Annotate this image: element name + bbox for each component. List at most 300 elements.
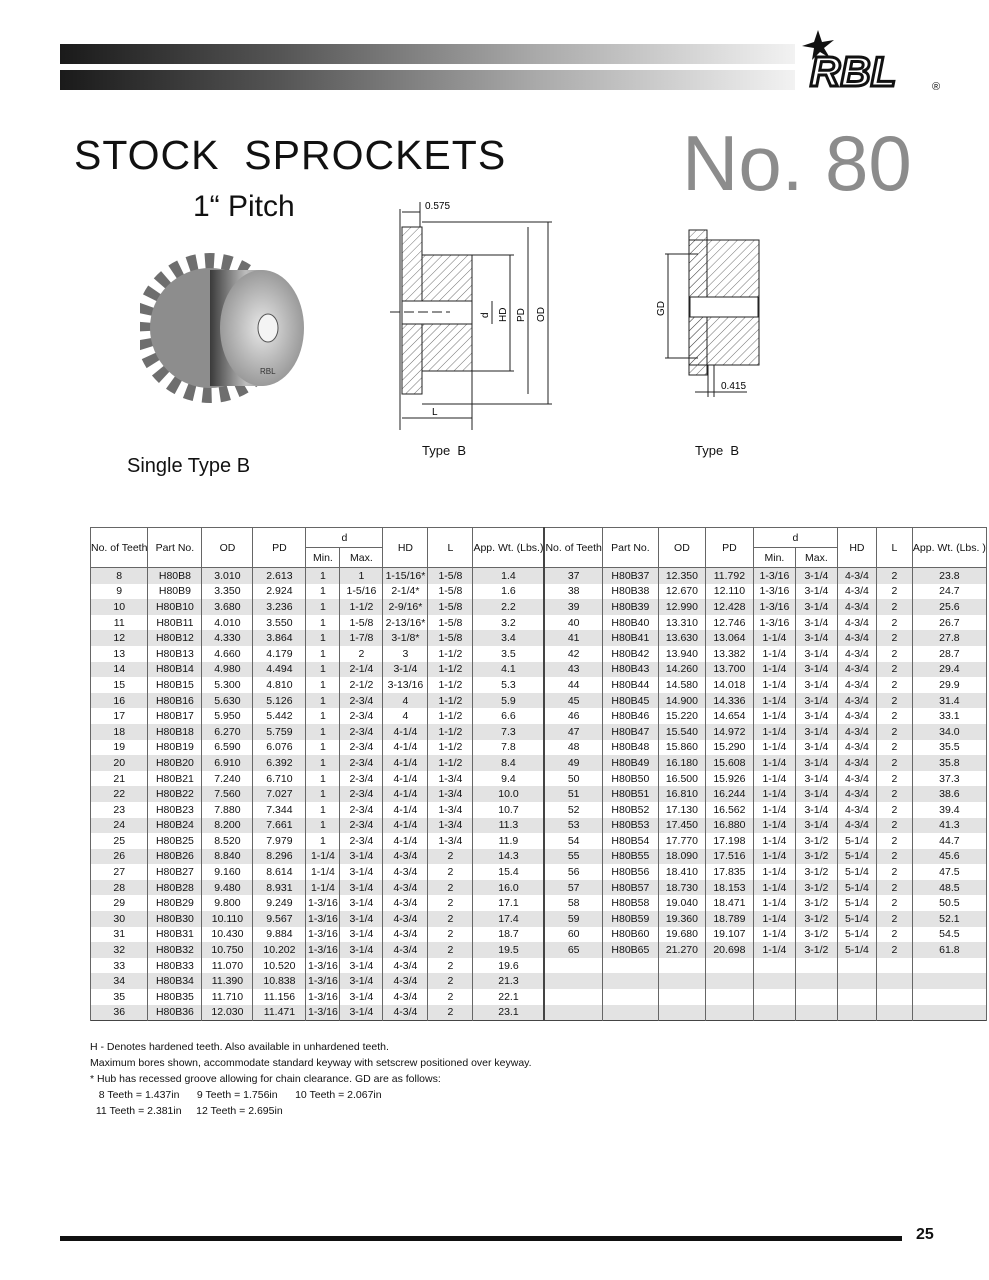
cell-weight (912, 973, 986, 989)
cell-l: 1-3/4 (428, 833, 473, 849)
cell-teeth: 59 (544, 911, 602, 927)
cell-l: 2 (428, 864, 473, 880)
cell-teeth: 41 (544, 630, 602, 646)
cell-hd: 4-3/4 (837, 677, 876, 693)
cell-hd: 4-3/4 (837, 615, 876, 631)
dim-0575: 0.575 (425, 201, 451, 212)
note-gd-values-1: 8 Teeth = 1.437in 9 Teeth = 1.756in 10 Teeth = 2.067in (90, 1089, 382, 1101)
cell-d-min: 1-1/4 (306, 864, 340, 880)
cell-part-no: H80B22 (148, 786, 202, 802)
hub-mark: RBL (260, 367, 276, 376)
cell-od: 8.840 (202, 849, 253, 865)
cell-hd: 4-3/4 (837, 599, 876, 615)
cell-d-max: 1-7/8 (340, 630, 383, 646)
cell-weight: 2.2 (473, 599, 545, 615)
cell-l: 2 (876, 662, 912, 678)
table-row (91, 693, 987, 709)
cell-l: 2 (876, 849, 912, 865)
cell-teeth: 14 (91, 662, 148, 678)
cell-d-max: 2-1/2 (340, 677, 383, 693)
cell-d-max: 1-5/16 (340, 584, 383, 600)
table-row (91, 880, 987, 896)
cell-hd: 4-3/4 (383, 927, 428, 943)
cell-weight: 11.9 (473, 833, 545, 849)
cell-d-max: 3-1/4 (795, 662, 837, 678)
page-title: STOCK SPROCKETS (74, 132, 507, 178)
cell-d-min: 1-3/16 (306, 1005, 340, 1021)
cell-hd: 5-1/4 (837, 942, 876, 958)
cell-weight: 7.8 (473, 740, 545, 756)
footnotes (90, 1039, 532, 1119)
cell-hd: 4-1/4 (383, 771, 428, 787)
cell-l: 1-1/2 (428, 755, 473, 771)
cell-pd: 9.249 (253, 895, 306, 911)
cell-d-min: 1 (306, 584, 340, 600)
cell-d-max (795, 989, 837, 1005)
cell-hd (837, 958, 876, 974)
cell-l: 2 (876, 786, 912, 802)
cell-hd (837, 989, 876, 1005)
cell-weight: 52.1 (912, 911, 986, 927)
cell-teeth: 46 (544, 708, 602, 724)
cell-d-max: 2-3/4 (340, 833, 383, 849)
cell-weight: 6.6 (473, 708, 545, 724)
cell-teeth: 12 (91, 630, 148, 646)
cell-weight: 15.4 (473, 864, 545, 880)
table-row (91, 973, 987, 989)
cell-teeth: 54 (544, 833, 602, 849)
cell-d-max: 3-1/4 (795, 818, 837, 834)
cell-part-no: H80B25 (148, 833, 202, 849)
cell-part-no: H80B47 (602, 724, 658, 740)
cell-teeth: 43 (544, 662, 602, 678)
cell-d-min (753, 1005, 795, 1021)
cell-part-no: H80B31 (148, 927, 202, 943)
cell-d-min: 1-1/4 (753, 880, 795, 896)
cell-teeth: 35 (91, 989, 148, 1005)
cell-d-max: 1-1/2 (340, 599, 383, 615)
cell-part-no (602, 958, 658, 974)
cell-pd: 4.494 (253, 662, 306, 678)
cell-l: 2 (876, 630, 912, 646)
cell-hd: 1-15/16* (383, 568, 428, 584)
cell-od: 10.750 (202, 942, 253, 958)
cell-weight: 27.8 (912, 630, 986, 646)
cell-part-no: H80B56 (602, 864, 658, 880)
cell-weight: 37.3 (912, 771, 986, 787)
cell-hd: 4-3/4 (837, 630, 876, 646)
technical-drawings (380, 190, 780, 460)
cell-od: 7.560 (202, 786, 253, 802)
cell-l: 2 (876, 802, 912, 818)
note-bores: Maximum bores shown, accommodate standard keyway with setscrew positioned over keyway. (90, 1057, 532, 1069)
cell-od: 12.990 (658, 599, 705, 615)
cell-weight: 26.7 (912, 615, 986, 631)
cell-l: 2 (428, 973, 473, 989)
cell-l: 2 (428, 942, 473, 958)
cell-part-no: H80B26 (148, 849, 202, 865)
cell-d-max: 3-1/4 (795, 568, 837, 584)
cell-l: 1-5/8 (428, 615, 473, 631)
cell-teeth: 49 (544, 755, 602, 771)
cell-d-max: 3-1/4 (795, 724, 837, 740)
footer-rule (60, 1236, 902, 1241)
cell-weight: 19.6 (473, 958, 545, 974)
cell-l: 1-5/8 (428, 599, 473, 615)
cell-od: 9.480 (202, 880, 253, 896)
cell-l: 1-3/4 (428, 786, 473, 802)
cell-od: 11.710 (202, 989, 253, 1005)
cell-hd: 4-3/4 (383, 958, 428, 974)
cell-pd: 3.864 (253, 630, 306, 646)
cell-weight: 19.5 (473, 942, 545, 958)
cell-hd: 4-3/4 (837, 740, 876, 756)
cell-od (658, 1005, 705, 1021)
cell-l: 1-1/2 (428, 740, 473, 756)
cell-pd (705, 1005, 753, 1021)
cell-part-no: H80B49 (602, 755, 658, 771)
cell-d-min: 1 (306, 755, 340, 771)
table-row (91, 662, 987, 678)
cell-part-no: H80B13 (148, 646, 202, 662)
header-od: OD (202, 528, 253, 568)
cell-hd: 3 (383, 646, 428, 662)
cell-l: 1-3/4 (428, 802, 473, 818)
table-row (91, 615, 987, 631)
header-weight: App. Wt. (Lbs. ) (912, 528, 986, 568)
cell-pd: 14.336 (705, 693, 753, 709)
cell-d-max: 2-1/4 (340, 662, 383, 678)
cell-hd: 5-1/4 (837, 880, 876, 896)
cell-od: 3.680 (202, 599, 253, 615)
cell-pd: 6.710 (253, 771, 306, 787)
cell-od: 8.520 (202, 833, 253, 849)
cell-pd: 7.979 (253, 833, 306, 849)
cell-od (658, 973, 705, 989)
cell-pd: 11.156 (253, 989, 306, 1005)
cell-d-max: 3-1/4 (795, 693, 837, 709)
cell-hd: 2-13/16* (383, 615, 428, 631)
cell-od: 8.200 (202, 818, 253, 834)
table-row (91, 771, 987, 787)
cell-part-no: H80B57 (602, 880, 658, 896)
cell-hd: 4-1/4 (383, 724, 428, 740)
cell-d-min: 1 (306, 833, 340, 849)
table-row (91, 864, 987, 880)
cell-hd: 4 (383, 708, 428, 724)
cell-d-min: 1 (306, 708, 340, 724)
cell-od: 19.680 (658, 927, 705, 943)
cell-part-no: H80B37 (602, 568, 658, 584)
cell-weight (912, 1005, 986, 1021)
cell-d-max (795, 958, 837, 974)
dim-hd: HD (498, 307, 509, 322)
cell-pd: 16.562 (705, 802, 753, 818)
table-row (91, 740, 987, 756)
cell-pd (705, 958, 753, 974)
cell-weight (912, 958, 986, 974)
cell-pd: 3.236 (253, 599, 306, 615)
cell-d-min: 1 (306, 599, 340, 615)
cell-weight: 3.5 (473, 646, 545, 662)
cell-d-min: 1 (306, 677, 340, 693)
cell-l: 2 (876, 584, 912, 600)
cell-l: 1-5/8 (428, 584, 473, 600)
cell-d-max: 3-1/4 (340, 1005, 383, 1021)
cell-part-no: H80B32 (148, 942, 202, 958)
cell-od: 7.880 (202, 802, 253, 818)
cell-d-min: 1-1/4 (753, 911, 795, 927)
cell-l: 1-5/8 (428, 630, 473, 646)
table-row (91, 1005, 987, 1021)
cell-pd: 17.198 (705, 833, 753, 849)
cell-d-min: 1-1/4 (753, 895, 795, 911)
cell-teeth: 27 (91, 864, 148, 880)
header-hd: HD (837, 528, 876, 568)
cell-weight: 41.3 (912, 818, 986, 834)
cell-pd: 14.972 (705, 724, 753, 740)
note-hardened: H - Denotes hardened teeth. Also available in unhardened teeth. (90, 1041, 389, 1053)
cell-od: 10.430 (202, 927, 253, 943)
cell-pd: 17.835 (705, 864, 753, 880)
cell-pd: 16.244 (705, 786, 753, 802)
cell-l: 1-5/8 (428, 568, 473, 584)
cell-teeth: 11 (91, 615, 148, 631)
cell-part-no (602, 973, 658, 989)
dim-od: OD (536, 307, 547, 322)
cell-d-min: 1-1/4 (753, 942, 795, 958)
table-row (91, 677, 987, 693)
cell-d-max: 3-1/4 (795, 599, 837, 615)
cell-teeth: 17 (91, 708, 148, 724)
cell-d-max: 3-1/4 (795, 755, 837, 771)
cell-l (876, 1005, 912, 1021)
cell-d-max: 1-5/8 (340, 615, 383, 631)
cell-teeth: 58 (544, 895, 602, 911)
cell-hd: 4-3/4 (837, 786, 876, 802)
cell-weight: 54.5 (912, 927, 986, 943)
cell-l (876, 989, 912, 1005)
header-od: OD (658, 528, 705, 568)
cell-od: 5.300 (202, 677, 253, 693)
cell-pd: 12.110 (705, 584, 753, 600)
cell-weight: 29.4 (912, 662, 986, 678)
cell-part-no: H80B21 (148, 771, 202, 787)
cell-hd: 3-1/4 (383, 662, 428, 678)
header-pd: PD (705, 528, 753, 568)
cell-part-no: H80B42 (602, 646, 658, 662)
cell-hd: 4-3/4 (837, 818, 876, 834)
header-teeth: No. of Teeth (544, 528, 602, 568)
cell-teeth: 39 (544, 599, 602, 615)
cell-pd: 7.661 (253, 818, 306, 834)
cell-weight: 45.6 (912, 849, 986, 865)
table-row (91, 802, 987, 818)
cell-hd: 4-1/4 (383, 755, 428, 771)
cell-l: 1-1/2 (428, 693, 473, 709)
cell-weight: 5.9 (473, 693, 545, 709)
cell-weight: 3.4 (473, 630, 545, 646)
cell-d-min (753, 989, 795, 1005)
cell-d-max: 3-1/2 (795, 864, 837, 880)
header-part: Part No. (148, 528, 202, 568)
cell-hd: 4-3/4 (837, 708, 876, 724)
table-row (91, 599, 987, 615)
cell-l: 1-1/2 (428, 662, 473, 678)
cell-pd: 12.746 (705, 615, 753, 631)
cell-l: 2 (428, 849, 473, 865)
cell-od: 18.090 (658, 849, 705, 865)
cell-d-min: 1 (306, 646, 340, 662)
cell-pd: 8.931 (253, 880, 306, 896)
cell-hd: 4-3/4 (383, 895, 428, 911)
cell-pd: 11.792 (705, 568, 753, 584)
cell-d-max: 3-1/4 (795, 708, 837, 724)
cell-d-min: 1-1/4 (753, 771, 795, 787)
cell-d-max: 2-3/4 (340, 771, 383, 787)
cell-weight: 4.1 (473, 662, 545, 678)
cell-teeth (544, 989, 602, 1005)
cell-part-no: H80B43 (602, 662, 658, 678)
cell-d-max: 3-1/4 (340, 973, 383, 989)
cell-teeth: 52 (544, 802, 602, 818)
header-d-min: Min. (306, 548, 340, 568)
cell-od: 9.800 (202, 895, 253, 911)
cell-l: 1-3/4 (428, 818, 473, 834)
cell-hd: 4-3/4 (837, 568, 876, 584)
cell-d-min: 1 (306, 630, 340, 646)
cell-od: 6.590 (202, 740, 253, 756)
cell-od: 15.540 (658, 724, 705, 740)
cell-d-max: 3-1/4 (795, 646, 837, 662)
cell-od: 9.160 (202, 864, 253, 880)
cell-part-no: H80B46 (602, 708, 658, 724)
cell-part-no: H80B41 (602, 630, 658, 646)
cell-d-max: 3-1/4 (795, 677, 837, 693)
cell-d-min: 1-1/4 (753, 693, 795, 709)
cell-d-max: 3-1/2 (795, 895, 837, 911)
cell-d-min (753, 973, 795, 989)
cell-d-max: 3-1/4 (340, 849, 383, 865)
cell-od: 4.330 (202, 630, 253, 646)
cell-hd: 4-1/4 (383, 786, 428, 802)
cell-weight: 1.4 (473, 568, 545, 584)
cell-l: 2 (876, 927, 912, 943)
cell-part-no: H80B44 (602, 677, 658, 693)
cell-od: 6.270 (202, 724, 253, 740)
cell-d-max: 3-1/4 (340, 958, 383, 974)
cell-weight: 47.5 (912, 864, 986, 880)
cell-pd: 13.064 (705, 630, 753, 646)
cell-pd: 19.107 (705, 927, 753, 943)
cell-d-min: 1-1/4 (753, 864, 795, 880)
cell-teeth: 48 (544, 740, 602, 756)
cell-teeth: 55 (544, 849, 602, 865)
cell-d-min: 1-1/4 (753, 724, 795, 740)
subtitle: Single Type B (127, 455, 251, 477)
cell-weight: 29.9 (912, 677, 986, 693)
cell-d-max: 3-1/4 (340, 927, 383, 943)
cell-teeth: 65 (544, 942, 602, 958)
cell-pd: 15.290 (705, 740, 753, 756)
header-part: Part No. (602, 528, 658, 568)
cell-hd: 4-3/4 (383, 880, 428, 896)
header-l: L (876, 528, 912, 568)
cell-d-min: 1-3/16 (306, 911, 340, 927)
cell-hd: 4-3/4 (837, 802, 876, 818)
cell-part-no: H80B27 (148, 864, 202, 880)
header-d: d (306, 528, 383, 548)
cell-pd: 10.520 (253, 958, 306, 974)
cell-part-no: H80B30 (148, 911, 202, 927)
cell-teeth (544, 958, 602, 974)
cell-pd: 7.344 (253, 802, 306, 818)
cell-weight: 14.3 (473, 849, 545, 865)
cell-od: 14.900 (658, 693, 705, 709)
cell-teeth: 38 (544, 584, 602, 600)
cell-d-max: 3-1/4 (340, 895, 383, 911)
cell-od (658, 989, 705, 1005)
cell-pd: 16.880 (705, 818, 753, 834)
cell-pd: 8.614 (253, 864, 306, 880)
cell-teeth: 40 (544, 615, 602, 631)
cell-l (876, 958, 912, 974)
registered-mark: ® (932, 81, 941, 93)
cell-od: 17.130 (658, 802, 705, 818)
cell-hd: 4 (383, 693, 428, 709)
cell-l: 2 (876, 724, 912, 740)
cell-l: 1-1/2 (428, 708, 473, 724)
cell-hd: 4-3/4 (837, 646, 876, 662)
cell-weight: 17.4 (473, 911, 545, 927)
cell-d-min: 1 (306, 740, 340, 756)
cell-weight: 9.4 (473, 771, 545, 787)
cell-pd: 20.698 (705, 942, 753, 958)
cell-part-no: H80B28 (148, 880, 202, 896)
cell-pd: 18.789 (705, 911, 753, 927)
cell-weight: 28.7 (912, 646, 986, 662)
cell-teeth: 42 (544, 646, 602, 662)
cell-l: 1-3/4 (428, 771, 473, 787)
cell-weight: 48.5 (912, 880, 986, 896)
cell-d-max: 3-1/4 (340, 864, 383, 880)
cell-hd: 4-1/4 (383, 833, 428, 849)
cell-teeth: 44 (544, 677, 602, 693)
cell-od: 4.980 (202, 662, 253, 678)
cell-d-max: 3-1/4 (795, 786, 837, 802)
cell-od: 16.500 (658, 771, 705, 787)
cell-d-max: 2-3/4 (340, 724, 383, 740)
cell-teeth: 29 (91, 895, 148, 911)
cell-od: 17.770 (658, 833, 705, 849)
cell-pd: 2.613 (253, 568, 306, 584)
cell-weight: 8.4 (473, 755, 545, 771)
cell-d-max: 2-3/4 (340, 802, 383, 818)
cell-d-min: 1-1/4 (753, 677, 795, 693)
cell-hd: 4-3/4 (383, 911, 428, 927)
cell-teeth: 51 (544, 786, 602, 802)
cell-od: 17.450 (658, 818, 705, 834)
table-body (91, 568, 987, 1021)
cell-hd: 4-3/4 (837, 584, 876, 600)
cell-hd: 4-1/4 (383, 802, 428, 818)
cell-od: 12.350 (658, 568, 705, 584)
side-view-drawing (390, 202, 552, 430)
cell-od: 14.260 (658, 662, 705, 678)
cell-l: 2 (876, 740, 912, 756)
cell-l: 1-1/2 (428, 724, 473, 740)
cell-pd: 18.471 (705, 895, 753, 911)
